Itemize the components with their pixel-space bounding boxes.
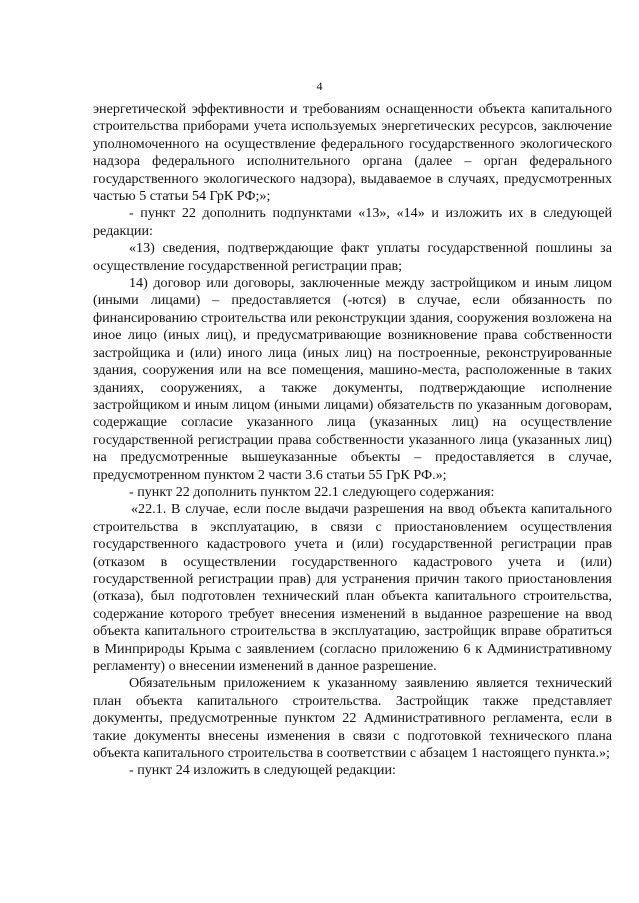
paragraph-item-22-amendment: - пункт 22 дополнить подпунктами «13», «14» и изложить их в следующей редакции:	[93, 205, 612, 239]
page-number: 4	[316, 79, 323, 93]
paragraph-continuation: энергетической эффективности и требованиям оснащенности объекта капитального строительства приборами учета используемых энергетических ресурсов, заключение уполномоченного на осуществление федерального государственного экологического надзора федерального исполнительного органа (далее – орган федерального государственного экологического надзора), выдаваемое в случаях, предусмотренных частью 5 статьи 54 ГрК РФ;»;	[93, 101, 612, 205]
paragraph-item-22-1-amendment: - пункт 22 дополнить пунктом 22.1 следующего содержания:	[129, 483, 495, 500]
paragraph-item-22-1: «22.1. В случае, если после выдачи разрешения на ввод объекта капитального строительства в эксплуатацию, в связи с приостановлением осуществления государственного кадастрового учета и (или) государственной регистрации прав (отказом в осуществлении государственного кадастрового учета и (или) государственной регистрации прав) для устранения причин такого приостановления (отказа), был подготовлен технический план объекта капитального строительства, содержание которого требует внесения изменений в выданное разрешение на ввод объекта капитального строительства в эксплуатацию, застройщик вправе обратиться в Минприроды Крыма с заявлением (согласно приложению 6 к Административному регламенту) о внесении изменений в данное разрешение.	[93, 501, 612, 674]
paragraph-mandatory-attachment: Обязательным приложением к указанному заявлению является технический план объекта капитального строительства. Застройщик также представляет документы, предусмотренные пунктом 22 Административного регламента, если в такие документы внесены изменения в связи с подготовкой технического плана объекта капитального строительства в соответствии с абзацем 1 настоящего пункта.»;	[93, 675, 612, 762]
paragraph-subitem-14: 14) договор или договоры, заключенные между застройщиком и иным лицом (иными лицами) – предоставляется (-ются) в случае, если обязанность по финансированию строительства или реконструкции здания, сооружения возложена на иное лицо (иных лиц), и предусматривающие возникновение права собственности застройщика и (или) иного лица (иных лиц) на построенные, реконструированные здания, сооружения или на все помещения, машино-места, расположенные в таких зданиях, сооружениях, а также документы, подтверждающие исполнение застройщиком и иным лицом (иными лицами) обязательств по указанным договорам, содержащие согласие указанного лица (указанных лиц) на осуществление государственной регистрации права собственности указанного лица (указанных лиц) на предусмотренные вышеуказанные объекты – предоставляется в случае, предусмотренном пунктом 2 части 3.6 статьи 55 ГрК РФ.»;	[93, 275, 612, 483]
paragraph-subitem-13: «13) сведения, подтверждающие факт уплаты государственной пошлины за осуществление государственной регистрации прав;	[93, 240, 612, 274]
paragraph-item-24-amendment: - пункт 24 изложить в следующей редакции:	[129, 762, 396, 779]
document-body	[93, 101, 612, 780]
